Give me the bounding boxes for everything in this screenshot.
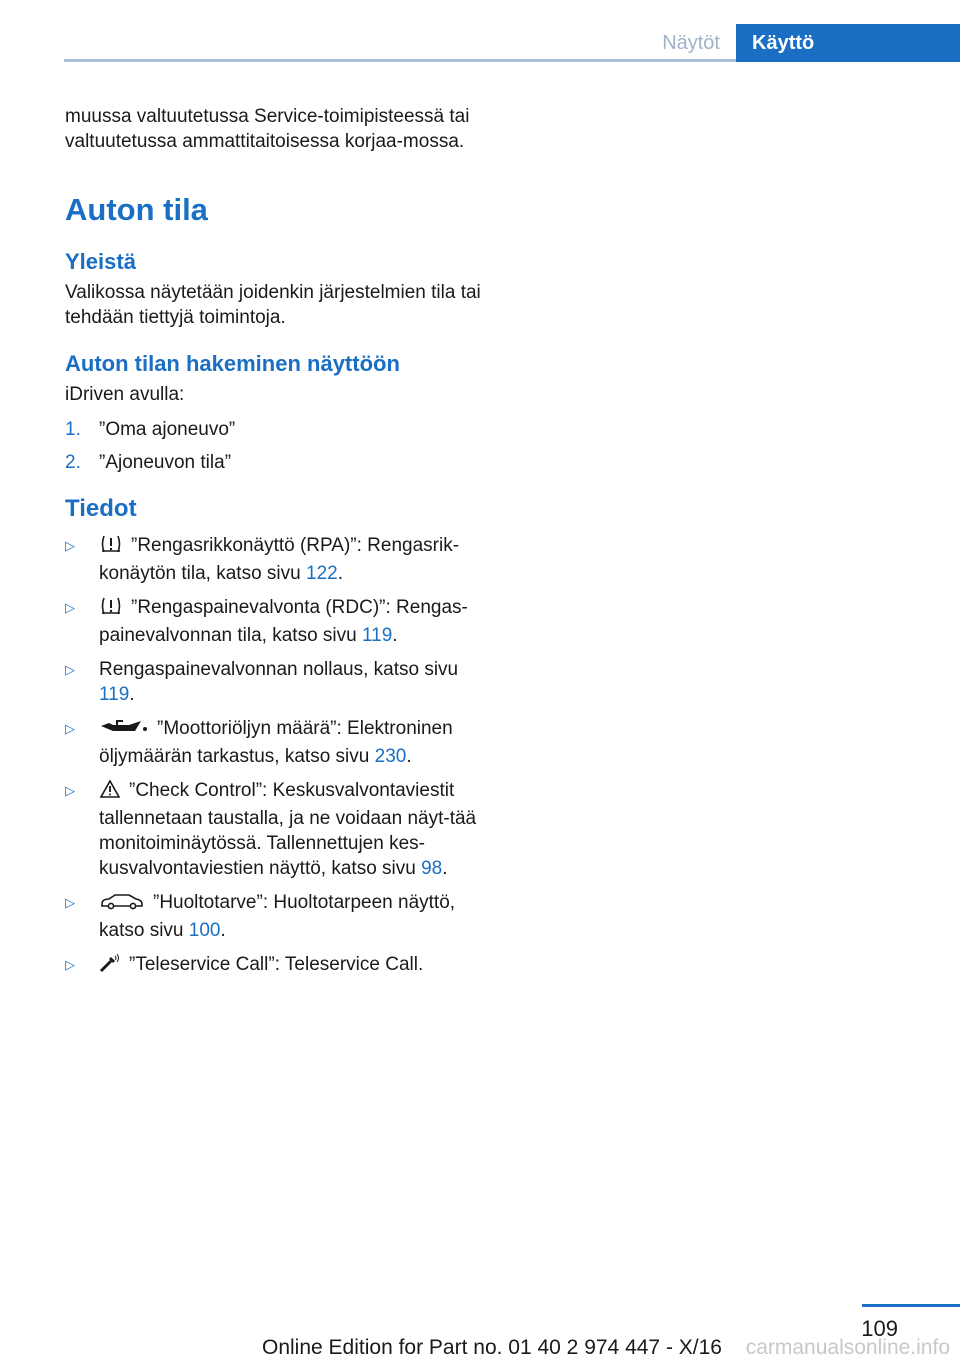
info-item	[65, 952, 483, 980]
info-item: ▷ ”Check Control”: Keskusvalvontaviestit tallennetaan taustalla, ja ne voidaan näyt-tää monitoiminäytössä. Tallennettujen kes-kusvalvontaviestien näyttö, katso sivu 98.	[65, 780, 477, 879]
bullet-triangle-icon: ▷	[65, 721, 75, 736]
tire-warning-icon	[99, 596, 123, 623]
info-item: ▷ ”Rengasrikkonäyttö (RPA)”: Rengasrik-konäytön tila, katso sivu 122.	[65, 535, 460, 584]
footer-rule	[862, 1304, 960, 1307]
step-number: 1.	[65, 419, 81, 440]
section-title: Auton tila	[65, 192, 208, 227]
general-text: Valikossa näytetään joidenkin järjestelmien tila tai tehdään tiettyjä toimintoja.	[65, 282, 481, 328]
page-number: 109	[861, 1316, 898, 1341]
chapter-tab-naytot[interactable]: Näytöt	[662, 32, 720, 54]
intro-text: muussa valtuutetussa Service-toimipisteessä tai valtuutetussa ammattitaitoisessa korjaa-mossa.	[65, 106, 470, 152]
info-item: ▷ Rengaspainevalvonnan nollaus, katso sivu 119.	[65, 659, 459, 705]
page-content	[65, 104, 483, 989]
step-item	[65, 417, 483, 442]
step-text: ”Oma ajoneuvo”	[99, 419, 236, 440]
page-link[interactable]: 100	[188, 920, 221, 941]
oil-can-icon	[99, 717, 149, 744]
info-text: ”Moottoriöljyn määrä”: Elektroninen öljymäärän tarkastus, katso sivu	[99, 718, 453, 767]
bullet-triangle-icon: ▷	[65, 600, 75, 615]
general-heading: Yleistä	[65, 249, 136, 274]
car-service-icon	[99, 891, 145, 918]
info-text: ”Huoltotarve”: Huoltotarpeen näyttö, katso sivu	[99, 892, 456, 941]
bullet-triangle-icon: ▷	[65, 662, 75, 677]
tire-warning-icon	[99, 534, 123, 561]
watermark: carmanualsonline.info	[745, 1336, 950, 1359]
chapter-tab-kaytto[interactable]: Käyttö	[736, 24, 960, 62]
info-text: ”Teleservice Call”: Teleservice Call.	[129, 954, 424, 975]
info-text: ”Check Control”: Keskusvalvontaviestit tallennetaan taustalla, ja ne voidaan näyt-tää monitoiminäytössä. Tallennettujen kes-kusvalvontaviestien näyttö, katso sivu	[99, 780, 477, 879]
edition-text: Online Edition for Part no. 01 40 2 974 447 - X/16	[262, 1336, 722, 1359]
step-number: 2.	[65, 452, 81, 473]
page-link[interactable]: 122	[306, 563, 338, 584]
step-item	[65, 450, 483, 475]
bullet-triangle-icon: ▷	[65, 957, 75, 972]
retrieve-heading: Auton tilan hakeminen näyttöön	[65, 351, 400, 376]
info-list	[65, 533, 483, 980]
page-link[interactable]: 119	[99, 684, 130, 705]
info-text: ”Rengaspainevalvonta (RDC)”: Rengas-painevalvonnan tila, katso sivu	[99, 597, 468, 646]
page-link[interactable]: 230	[374, 746, 407, 767]
info-item: ▷ ”Rengaspainevalvonta (RDC)”: Rengas-painevalvonnan tila, katso sivu 119.	[65, 597, 468, 646]
bullet-triangle-icon: ▷	[65, 895, 75, 910]
info-text: ”Rengasrikkonäyttö (RPA)”: Rengasrik-konäytön tila, katso sivu	[99, 535, 460, 584]
steps-list	[65, 417, 483, 475]
bullet-triangle-icon: ▷	[65, 783, 75, 798]
info-item: ▷ ”Moottoriöljyn määrä”: Elektroninen öljymäärän tarkastus, katso sivu 230.	[65, 718, 453, 767]
warning-triangle-icon	[99, 779, 121, 806]
page-link[interactable]: 119	[362, 625, 393, 646]
info-text: Rengaspainevalvonnan nollaus, katso sivu	[99, 659, 459, 680]
info-item: ▷ ”Huoltotarve”: Huoltotarpeen näyttö, katso sivu 100.	[65, 892, 456, 941]
page-header	[64, 24, 960, 62]
step-text: ”Ajoneuvon tila”	[99, 452, 232, 473]
teleservice-icon	[99, 953, 121, 980]
page-link[interactable]: 98	[421, 858, 443, 879]
info-heading: Tiedot	[65, 495, 137, 522]
retrieve-lead: iDriven avulla:	[65, 384, 185, 405]
bullet-triangle-icon: ▷	[65, 538, 75, 553]
